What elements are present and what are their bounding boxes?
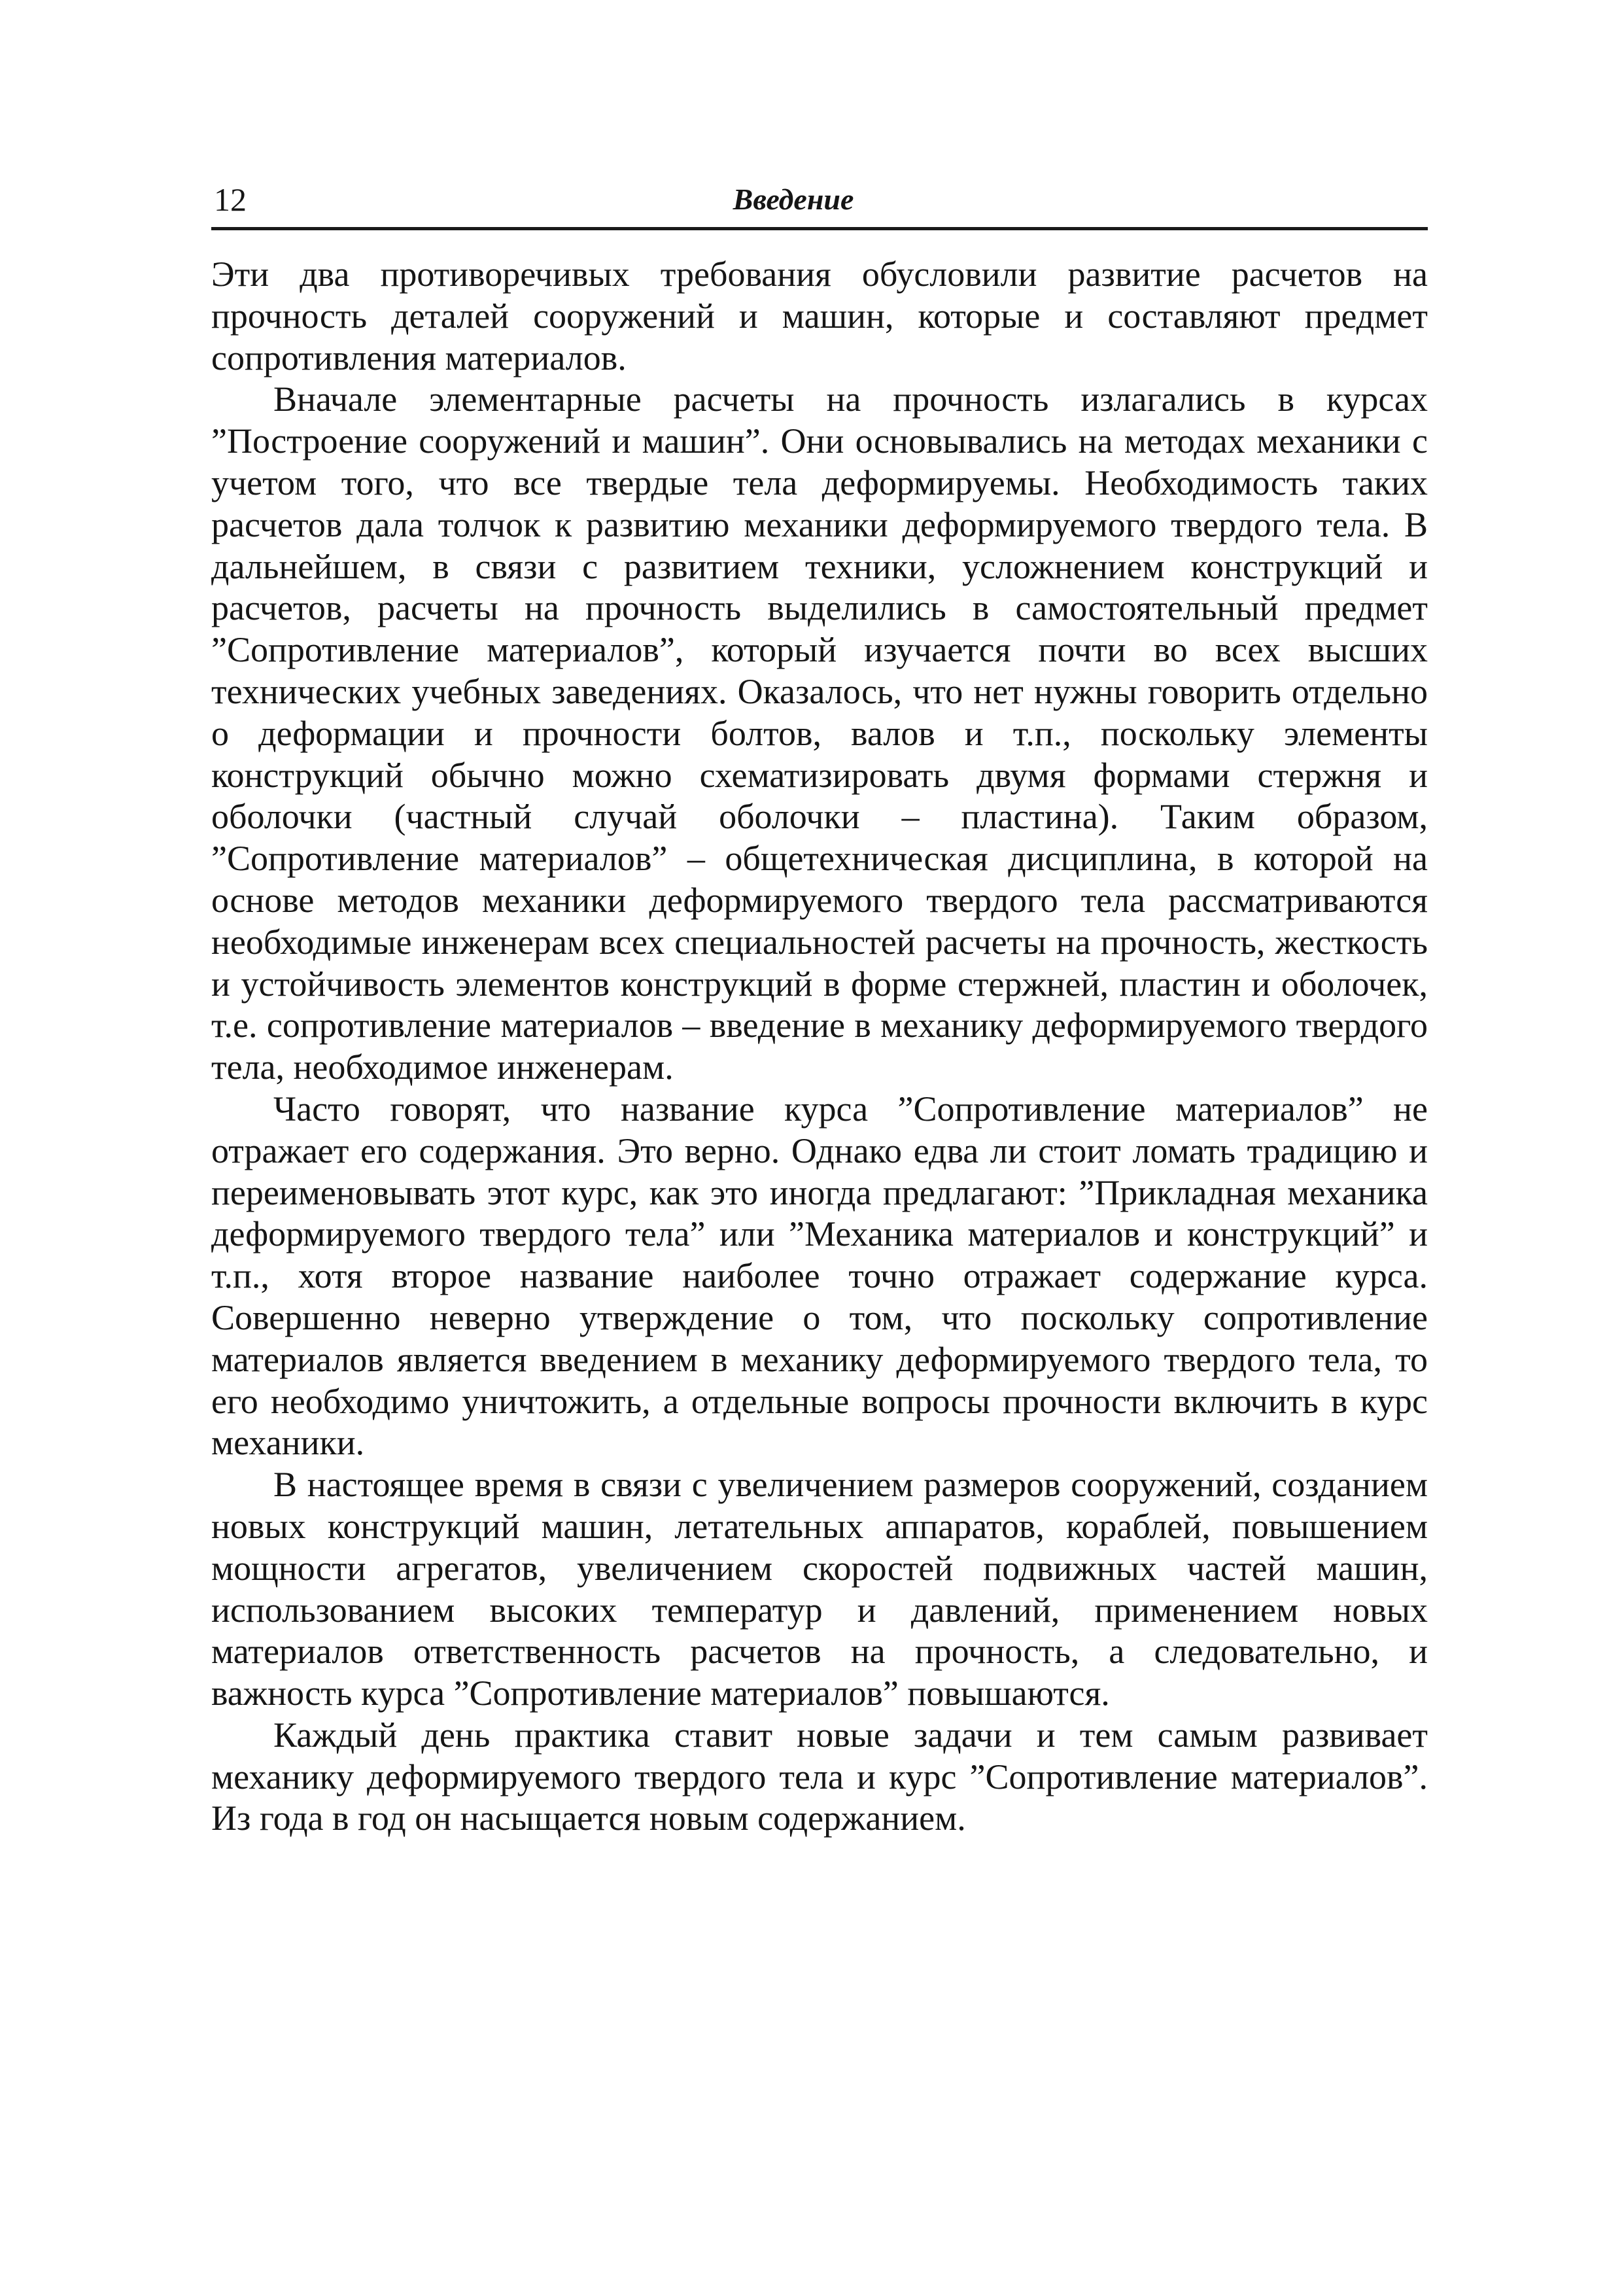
paragraph-4: В настоящее время в связи с увеличением размеров сооружений, созданием новых конструкций машин, летательных аппаратов, кораблей, повышением мощности агрегатов, увеличением скоростей подвижных частей машин, использованием высоких температур и давлений, применением новых материалов ответственность расчетов на прочность, а следовательно, и важность курса ”Сопротивление материалов” повышаются.: [211, 1465, 1428, 1713]
page-number: 12: [214, 181, 247, 218]
paragraph-1: Эти два противоречивых требования обусловили развитие расчетов на прочность деталей сооружений и машин, которые и составляют предмет сопротивления материалов.: [211, 254, 1428, 377]
paragraph-5: Каждый день практика ставит новые задачи и тем самым развивает механику деформируемого твердого тела и курс ”Сопротивление материалов”. Из года в год он насыщается новым содержанием.: [211, 1715, 1428, 1838]
section-title: Введение: [733, 183, 854, 216]
paragraph-3: Часто говорят, что название курса ”Сопротивление материалов” не отражает его содержания. Это верно. Однако едва ли стоит ломать традицию и переименовывать этот курс, как это иногда предлагают: ”Прикладная механика деформируемого твердого тела” или ”Механика материалов и конструкций” и т.п., хотя второе название наиболее точно отражает содержание курса. Совершенно неверно утверждение о том, что поскольку сопротивление материалов является введением в механику деформируемого твердого тела, то его необходимо уничтожить, а отдельные вопросы прочности включить в курс механики.: [211, 1089, 1428, 1463]
running-head: [211, 180, 1428, 232]
header-rule: [211, 227, 1428, 230]
body-text: [211, 254, 1428, 1840]
paragraph-2: Вначале элементарные расчеты на прочность излагались в курсах ”Построение сооружений и машин”. Они основывались на методах механики с учетом того, что все твердые тела деформируемы. Необходимость таких расчетов дала толчок к развитию механики деформируемого твердого тела. В дальнейшем, в связи с развитием техники, усложнением конструкций и расчетов, расчеты на прочность выделились в самостоятельный предмет ”Сопротивление материалов”, который изучается почти во всех высших технических учебных заведениях. Оказалось, что нет нужны говорить отдельно о деформации и прочности болтов, валов и т.п., поскольку элементы конструкций обычно можно схематизировать двумя формами стержня и оболочки (частный случай оболочки – пластина). Таким образом, ”Сопротивление материалов” – общетехническая дисциплина, в которой на основе методов механики деформируемого твердого тела рассматриваются необходимые инженерам всех специальностей расчеты на прочность, жесткость и устойчивость элементов конструкций в форме стержней, пластин и оболочек, т.е. сопротивление материалов – введение в механику деформируемого твердого тела, необходимое инженерам.: [211, 379, 1428, 1087]
